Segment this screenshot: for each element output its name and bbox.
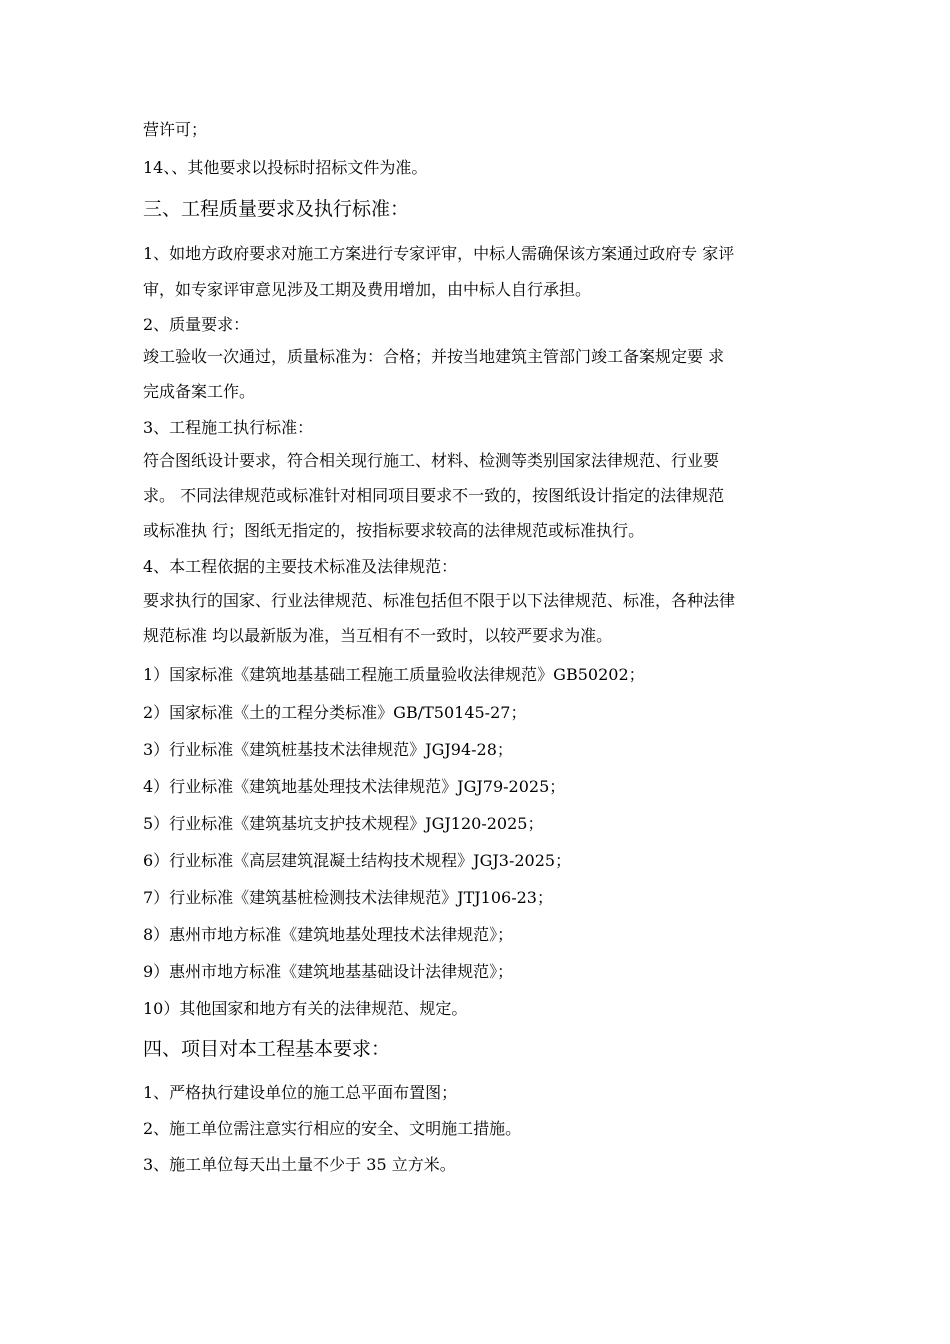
requirement-item: 3、施工单位每天出土量不少于 35 立方米。 — [143, 1155, 456, 1174]
paragraph-line: 规范标准 均以最新版为准，当互相有不一致时，以较严要求为准。 — [143, 626, 613, 645]
standard-item: 6）行业标准《高层建筑混凝土结构技术规程》JGJ3-2025； — [143, 851, 572, 870]
section-heading: 四、项目对本工程基本要求： — [143, 1038, 391, 1060]
paragraph-line: 竣工验收一次通过，质量标准为：合格；并按当地建筑主管部门竣工备案规定要 求 — [143, 347, 725, 366]
paragraph-line: 要求执行的国家、行业法律规范、标准包括但不限于以下法律规范、标准，各种法律 — [143, 591, 736, 610]
standard-item: 9）惠州市地方标准《建筑地基基础设计法律规范》； — [143, 962, 514, 981]
item-title: 2、质量要求： — [143, 315, 250, 334]
paragraph-line: 符合图纸设计要求，符合相关现行施工、材料、检测等类别国家法律规范、行业要 — [143, 451, 720, 470]
paragraph-line: 完成备案工作。 — [143, 382, 256, 401]
standard-item: 4）行业标准《建筑地基处理技术法律规范》JGJ79-2025； — [143, 777, 566, 796]
paragraph-line: 求。 不同法律规范或标准针对相同项目要求不一致的，按图纸设计指定的法律规范 — [143, 486, 725, 505]
standard-item: 10）其他国家和地方有关的法律规范、规定。 — [143, 999, 468, 1018]
standard-item: 5）行业标准《建筑基坑支护技术规程》JGJ120-2025； — [143, 814, 544, 833]
paragraph-line: 或标准执 行；图纸无指定的，按指标要求较高的法律规范或标准执行。 — [143, 521, 645, 540]
section-heading: 三、工程质量要求及执行标准： — [143, 198, 410, 220]
item-title: 3、工程施工执行标准： — [143, 418, 314, 437]
standard-item: 8）惠州市地方标准《建筑地基处理技术法律规范》； — [143, 925, 514, 944]
paragraph-line: 1、如地方政府要求对施工方案进行专家评审，中标人需确保该方案通过政府专 家评 — [143, 244, 735, 263]
standard-item: 1）国家标准《建筑地基基础工程施工质量验收法律规范》GB50202； — [143, 665, 645, 684]
requirement-item: 1、严格执行建设单位的施工总平面布置图； — [143, 1083, 458, 1102]
standard-item: 3）行业标准《建筑桩基技术法律规范》JGJ94-28； — [143, 740, 513, 759]
paragraph-line: 营许可； — [143, 120, 208, 139]
paragraph-line: 审，如专家评审意见涉及工期及费用增加，由中标人自行承担。 — [143, 280, 592, 299]
standard-item: 2）国家标准《土的工程分类标准》GB/T50145-27； — [143, 703, 527, 722]
item-title: 4、本工程依据的主要技术标准及法律规范： — [143, 557, 458, 576]
paragraph-line: 14、、其他要求以投标时招标文件为准。 — [143, 158, 428, 177]
requirement-item: 2、施工单位需注意实行相应的安全、文明施工措施。 — [143, 1119, 522, 1138]
standard-item: 7）行业标准《建筑基桩检测技术法律规范》JTJ106-23； — [143, 888, 553, 907]
